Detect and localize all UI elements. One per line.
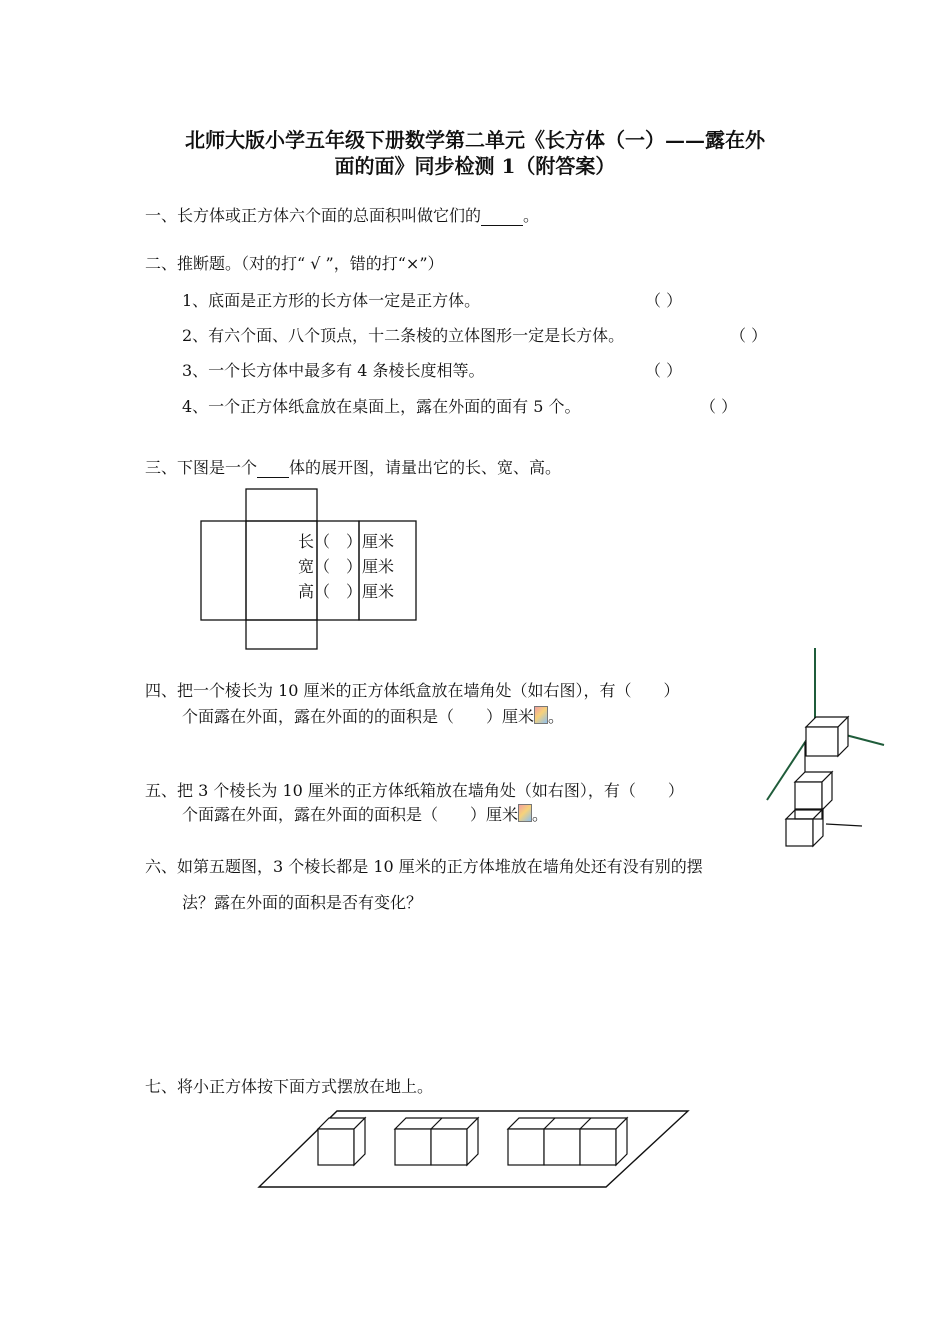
question-3-text-end: 体的展开图，请量出它的长、宽、高。 bbox=[289, 458, 562, 477]
question-6-line2: 法？露在外面的面积是否有变化？ bbox=[182, 893, 423, 912]
question-3-text: 三、下图是一个 bbox=[145, 458, 258, 477]
answer-paren-1[interactable]: （ ） bbox=[645, 291, 683, 310]
question-4-text: 个面露在外面，露在外面的的面积是（ ）厘米 bbox=[182, 707, 535, 726]
page-title-line2: 面的面》同步检测 1（附答案） bbox=[334, 154, 616, 178]
question-1-end: 。 bbox=[523, 206, 540, 225]
question-4-line2: 个面露在外面，露在外面的的面积是（ ）厘米 。 bbox=[182, 707, 565, 726]
paren-open: （ bbox=[314, 532, 331, 551]
question-5-line1: 五、把 3 个棱长为 10 厘米的正方体纸箱放在墙角处（如右图），有（ ） bbox=[145, 781, 684, 800]
answer-paren-3[interactable]: （ ） bbox=[645, 361, 683, 380]
measure-unit: ）厘米 bbox=[346, 557, 395, 576]
question-5-text: 个面露在外面，露在外面的面积是（ ）厘米 bbox=[182, 805, 519, 824]
question-6-line1: 六、如第五题图，3 个棱长都是 10 厘米的正方体堆放在墙角处还有没有别的摆 bbox=[145, 857, 703, 876]
page-title-line1: 北师大版小学五年级下册数学第二单元《长方体（一）——露在外 bbox=[185, 128, 765, 152]
measure-unit: ）厘米 bbox=[346, 582, 395, 601]
question-2-item-2: 2、有六个面、八个顶点，十二条棱的立体图形一定是长方体。 bbox=[182, 326, 625, 345]
question-5-line2: 个面露在外面，露在外面的面积是（ ）厘米 。 bbox=[182, 805, 549, 824]
paren-open: （ bbox=[314, 557, 331, 576]
question-2-item-1: 1、底面是正方形的长方体一定是正方体。 bbox=[182, 291, 481, 310]
measure-unit: ）厘米 bbox=[346, 532, 395, 551]
measure-length-label: 长 bbox=[298, 532, 315, 551]
question-4-line1: 四、把一个棱长为 10 厘米的正方体纸盒放在墙角处（如右图），有（ ） bbox=[145, 681, 680, 700]
question-2-item-4: 4、一个正方体纸盒放在桌面上，露在外面的面有 5 个。 bbox=[182, 397, 581, 416]
paren-open: （ bbox=[314, 582, 331, 601]
answer-paren-2[interactable]: （ ） bbox=[730, 326, 768, 345]
question-2-heading: 二、推断题。（对的打“ √ ”，错的打“×”） bbox=[145, 254, 444, 273]
answer-paren-4[interactable]: （ ） bbox=[700, 397, 738, 416]
question-1-text: 一、长方体或正方体六个面的总面积叫做它们的 bbox=[145, 206, 482, 225]
question-2-item-3: 3、一个长方体中最多有 4 条棱长度相等。 bbox=[182, 361, 485, 380]
measure-width-label: 宽 bbox=[298, 557, 315, 576]
measure-height-label: 高 bbox=[298, 582, 315, 601]
question-7: 七、将小正方体按下面方式摆放在地上。 bbox=[145, 1077, 434, 1096]
